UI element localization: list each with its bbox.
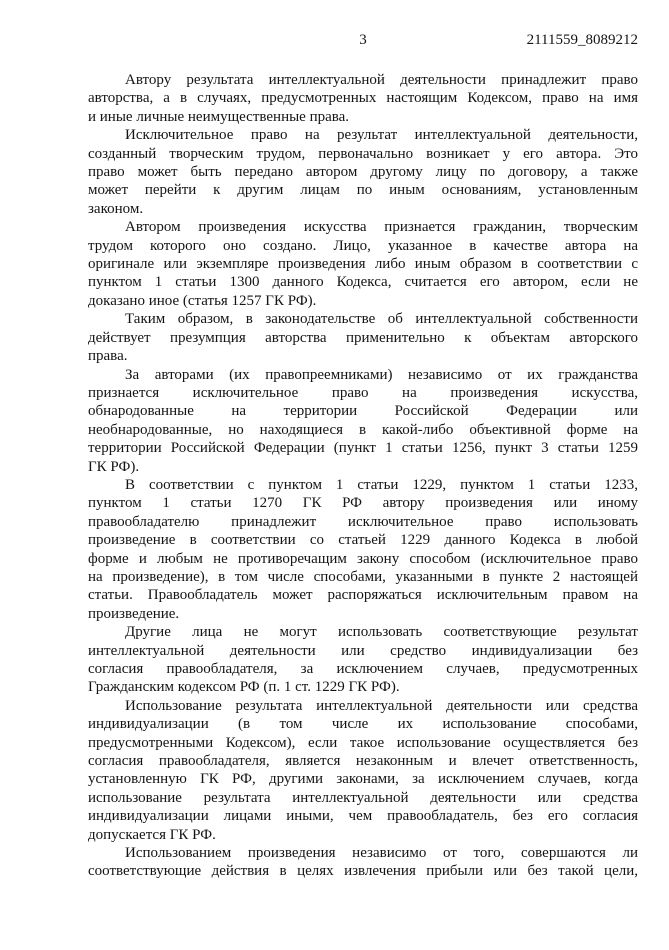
- text-line: Использованием произведения независимо от того, совершаются ли: [125, 845, 638, 862]
- text-line: индивидуализации (в том числе их использование способами,: [88, 716, 638, 733]
- text-line: Автором произведения искусства признается гражданин, творческим: [125, 219, 638, 236]
- paragraph: [88, 623, 638, 697]
- text-line: Гражданским кодексом РФ (п. 1 ст. 1229 ГК РФ).: [88, 679, 400, 696]
- paragraph: [88, 476, 638, 623]
- text-line: территории Российской Федерации (пункт 1 статьи 1256, пункт 3 статьи 1259: [88, 440, 638, 457]
- text-line: согласия правообладателя, за исключением случаев, предусмотренных: [88, 661, 638, 677]
- text-line: может перейти к другим лицам по иным основаниям, установленным: [88, 182, 638, 199]
- text-line: произведение.: [88, 605, 180, 622]
- text-line: допускается ГК РФ.: [88, 826, 216, 843]
- text-line: использование результата интеллектуальной деятельности или средства: [88, 789, 638, 806]
- text-line: В соответствии с пунктом 1 статьи 1229, пунктом 1 статьи 1233,: [125, 476, 638, 493]
- text-block: [88, 31, 638, 881]
- text-line: интеллектуальной деятельности или средство индивидуализации без: [88, 642, 638, 659]
- text-line: трудом которого оно создано. Лицо, указанное в качестве автора на: [88, 237, 638, 254]
- text-line: и иные личные неимущественные права.: [88, 108, 350, 125]
- text-line: созданный творческим трудом, первоначально возникает у его автора. Это: [88, 145, 638, 162]
- paragraph: [88, 366, 638, 476]
- text-line: Автору результата интеллектуальной деятельности принадлежит право: [125, 72, 638, 88]
- text-line: авторства, а в случаях, предусмотренных настоящим Кодексом, право на имя: [88, 90, 638, 107]
- text-line: необнародованные, но находящиеся в какой-либо объективной форме на: [88, 421, 638, 438]
- paragraph: [88, 71, 638, 126]
- page-header: [88, 31, 638, 50]
- text-line: форме и любым не противоречащим закону способом (исключительное право: [88, 550, 638, 567]
- text-line: Использование результата интеллектуальной деятельности или средства: [125, 697, 638, 714]
- document-id: 2111559_8089212: [526, 32, 638, 48]
- text-line: законом.: [88, 200, 144, 217]
- text-line: правообладателю принадлежит исключительное право использовать: [88, 513, 638, 530]
- text-line: права.: [88, 348, 128, 365]
- text-line: индивидуализации лицами иными, чем правообладатель, без его согласия: [88, 808, 638, 825]
- text-line: произведение в соответствии со статьей 1229 данного Кодекса в любой: [88, 532, 638, 549]
- text-line: действует презумпция авторства применительно к объектам авторского: [88, 329, 638, 346]
- paragraph: [88, 218, 638, 310]
- page-number: 3: [359, 32, 367, 48]
- text-line: пунктом 1 статьи 1270 ГК РФ автору произведения или иному: [88, 495, 638, 512]
- text-line: соответствующие действия в целях извлечения прибыли или без такой цели,: [88, 863, 638, 880]
- text-line: ГК РФ).: [88, 458, 140, 475]
- paragraph: [88, 126, 638, 218]
- text-line: пунктом 1 статьи 1300 данного Кодекса, считается его автором, если не: [88, 274, 638, 291]
- text-line: статьи. Правообладатель может распоряжаться исключительным правом на: [88, 587, 638, 604]
- text-line: признается исключительное право на произведения искусства,: [88, 384, 638, 401]
- text-line: согласия правообладателя, является незаконным и влечет ответственность,: [88, 753, 638, 770]
- paragraph: [88, 844, 638, 881]
- document-body: [88, 71, 638, 881]
- text-line: За авторами (их правопреемниками) независимо от их гражданства: [125, 366, 638, 383]
- text-line: обнародованные на территории Российской Федерации или: [88, 403, 638, 420]
- paragraph: [88, 697, 638, 844]
- text-line: предусмотренными Кодексом), если такое использование осуществляется без: [88, 734, 638, 751]
- text-line: Другие лица не могут использовать соответствующие результат: [125, 624, 638, 641]
- text-line: Таким образом, в законодательстве об интеллектуальной собственности: [125, 311, 638, 328]
- text-line: доказано иное (статья 1257 ГК РФ).: [88, 292, 317, 309]
- text-line: право может быть передано автором другому лицу по договору, а также: [88, 164, 638, 181]
- text-line: Исключительное право на результат интеллектуальной деятельности,: [125, 127, 638, 144]
- text-line: установленную ГК РФ, другими законами, за исключением случаев, когда: [88, 771, 638, 788]
- paragraph: [88, 310, 638, 365]
- text-line: на произведение), в том числе способами, указанными в пункте 2 настоящей: [88, 568, 638, 585]
- text-line: оригинале или экземпляре произведения либо иным образом в соответствии с: [88, 256, 638, 273]
